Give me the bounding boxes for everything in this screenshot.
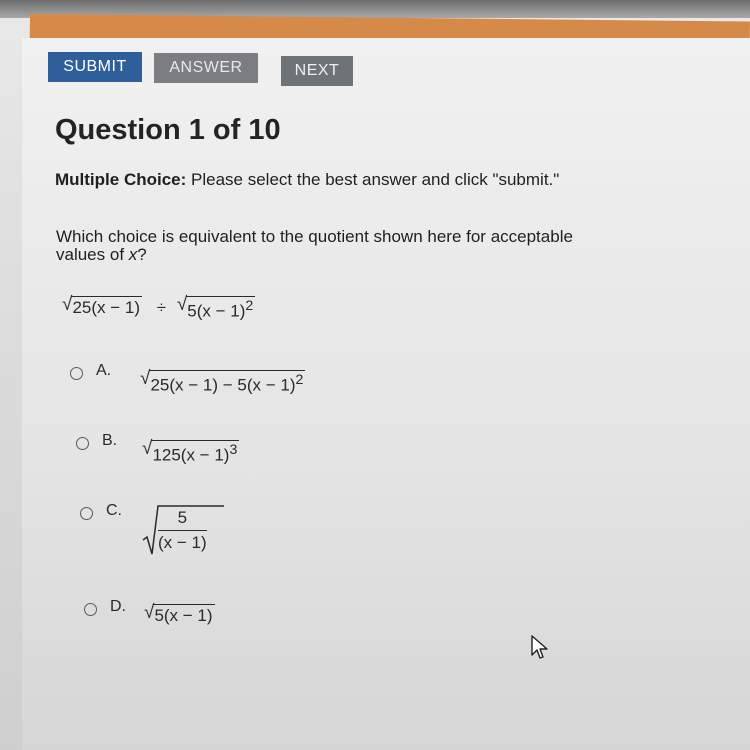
radical-sign-icon: √ <box>176 294 188 315</box>
option-a-exponent: 2 <box>295 372 304 388</box>
answer-button[interactable]: ANSWER <box>154 53 258 83</box>
radical-sign-icon: √ <box>144 602 155 623</box>
option-a-radicand: 25(x − 1) − 5(x − 1) <box>150 375 296 395</box>
option-d-letter: D. <box>110 598 126 615</box>
page-title: Question 1 of 10 <box>55 114 281 146</box>
question-line-1: Which choice is equivalent to the quotient shown here for acceptable <box>56 227 573 246</box>
option-b-radio[interactable] <box>76 437 89 450</box>
option-d-expression <box>144 602 215 626</box>
option-b-radicand: 125(x − 1) <box>152 445 230 465</box>
question-variable: x <box>128 245 138 264</box>
radical-sign-icon: √ <box>142 438 153 459</box>
option-a-radio[interactable] <box>70 367 83 380</box>
submit-button[interactable]: SUBMIT <box>48 52 142 82</box>
question-line-2-prefix: values of <box>56 245 129 264</box>
right-radicand: 5(x − 1) <box>187 301 246 321</box>
question-line-2-suffix: ? <box>137 245 147 264</box>
question-type-label: Multiple Choice: <box>55 170 187 189</box>
next-button[interactable]: NEXT <box>281 56 353 86</box>
division-operator: ÷ <box>156 298 167 317</box>
option-a-expression <box>140 368 305 396</box>
left-radical <box>62 294 142 318</box>
option-b-expression <box>142 438 239 466</box>
option-c-denominator: (x − 1) <box>158 533 207 552</box>
question-text <box>56 228 656 264</box>
question-line-2 <box>56 246 656 264</box>
instructions-text: Please select the best answer and click "submit." <box>186 170 560 189</box>
right-radical <box>177 294 255 322</box>
option-d-radicand: 5(x − 1) <box>154 606 213 625</box>
radical-sign-icon: √ <box>140 368 151 389</box>
option-c-letter: C. <box>106 502 122 519</box>
option-c[interactable] <box>80 502 207 565</box>
option-c-expression <box>142 502 224 558</box>
question-expression <box>62 294 255 322</box>
mouse-cursor-icon <box>530 635 550 661</box>
option-d-radio[interactable] <box>84 603 97 616</box>
left-radicand: 25(x − 1) <box>72 298 140 317</box>
instructions <box>55 170 559 190</box>
option-c-radio[interactable] <box>80 507 93 520</box>
right-exponent: 2 <box>245 298 254 314</box>
option-c-fraction <box>158 508 207 553</box>
option-c-numerator: 5 <box>158 508 207 531</box>
radical-sign-icon: √ <box>62 294 73 315</box>
option-b-letter: B. <box>102 432 118 449</box>
option-b-exponent: 3 <box>229 442 238 458</box>
option-a-letter: A. <box>96 362 112 379</box>
